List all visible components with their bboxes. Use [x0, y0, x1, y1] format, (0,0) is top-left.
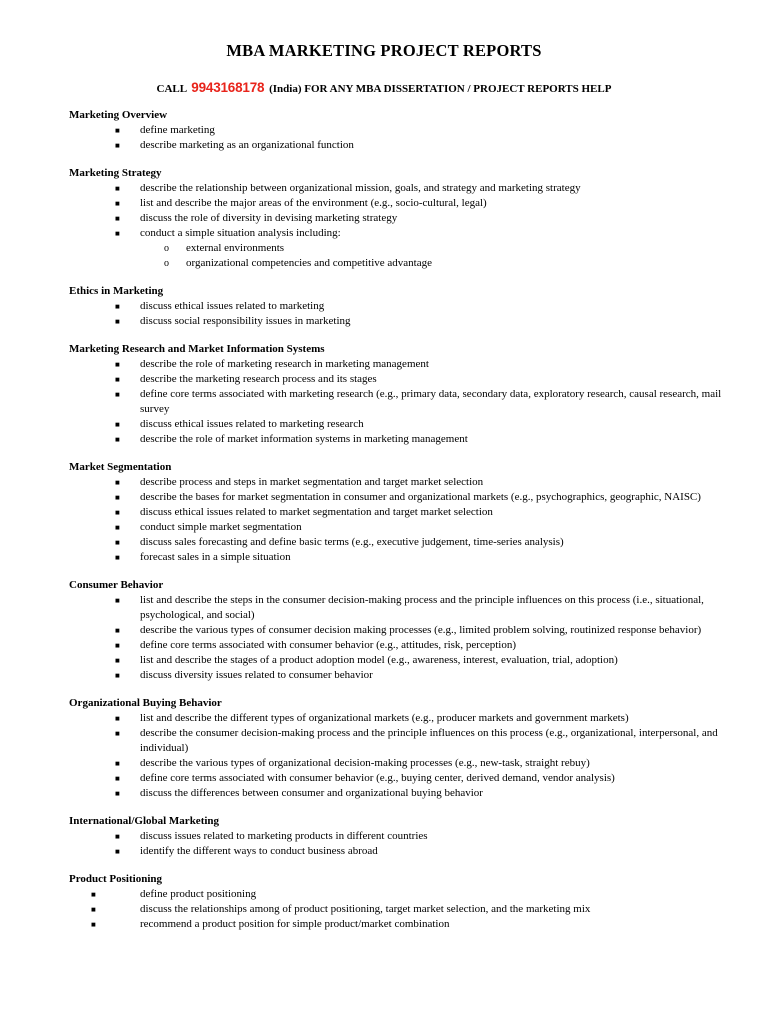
call-suffix: (India) FOR ANY MBA DISSERTATION / PROJECT REPORTS HELP [269, 83, 612, 95]
bullet-list [69, 593, 729, 683]
square-bullet-icon: ■ [115, 493, 120, 502]
section-heading: Marketing Research and Market Information Systems [69, 343, 325, 355]
list-item-text: conduct simple market segmentation [140, 521, 302, 533]
list-item [69, 299, 729, 314]
square-bullet-icon: ■ [115, 141, 120, 150]
section-heading: Consumer Behavior [69, 579, 164, 591]
section [69, 872, 729, 932]
section-heading: Ethics in Marketing [69, 285, 164, 297]
square-bullet-icon: ■ [115, 229, 120, 238]
list-item [69, 520, 729, 535]
document-body [69, 108, 729, 945]
list-item [69, 314, 729, 329]
list-item [69, 123, 729, 138]
section [69, 578, 729, 683]
sub-list-item-text: external environments [186, 242, 285, 254]
list-item [69, 475, 729, 490]
list-item-text: discuss diversity issues related to consumer behavior [140, 669, 373, 681]
list-item-text: discuss sales forecasting and define basic terms (e.g., executive judgement, time-series analysis) [140, 536, 564, 548]
list-item-text: describe process and steps in market segmentation and target market selection [140, 476, 484, 488]
square-bullet-icon: ■ [115, 199, 120, 208]
list-item [69, 490, 729, 505]
square-bullet-icon: ■ [115, 126, 120, 135]
list-item [69, 829, 729, 844]
square-bullet-icon: ■ [115, 641, 120, 650]
list-item-text: define marketing [140, 124, 215, 136]
list-item [69, 756, 729, 771]
square-bullet-icon: ■ [115, 626, 120, 635]
square-bullet-icon: ■ [115, 214, 120, 223]
square-bullet-icon: ■ [115, 729, 120, 738]
list-item [69, 211, 729, 226]
list-item-text: define product positioning [140, 888, 257, 900]
list-item [69, 550, 729, 565]
square-bullet-icon: ■ [115, 789, 120, 798]
list-item-text: describe the role of marketing research in marketing management [140, 358, 429, 370]
section-heading: International/Global Marketing [69, 815, 220, 827]
bullet-list [69, 357, 729, 447]
square-bullet-icon: ■ [115, 523, 120, 532]
list-item [69, 387, 729, 417]
circle-bullet-icon: o [164, 258, 169, 269]
list-item-text: define core terms associated with marketing research (e.g., primary data, secondary data, exploratory research, causal research, mail survey [140, 388, 722, 415]
bullet-list [69, 475, 729, 565]
section [69, 814, 729, 859]
page-title: MBA MARKETING PROJECT REPORTS [226, 41, 542, 60]
square-bullet-icon: ■ [115, 759, 120, 768]
list-item [69, 196, 729, 211]
section [69, 696, 729, 801]
bullet-list [69, 711, 729, 801]
sub-list-item-text: organizational competencies and competitive advantage [186, 257, 432, 269]
square-bullet-icon: ■ [115, 317, 120, 326]
bullet-list [69, 181, 729, 271]
square-bullet-icon: ■ [115, 435, 120, 444]
list-item [69, 638, 729, 653]
square-bullet-icon: ■ [115, 774, 120, 783]
list-item-text: define core terms associated with consumer behavior (e.g., buying center, derived demand, vendor analysis) [140, 772, 615, 784]
list-item [69, 786, 729, 801]
section [69, 166, 729, 271]
list-item [69, 226, 729, 241]
list-item-text: forecast sales in a simple situation [140, 551, 291, 563]
section [69, 284, 729, 329]
list-item [69, 432, 729, 447]
section [69, 342, 729, 447]
square-bullet-icon: ■ [115, 656, 120, 665]
list-item [69, 623, 729, 638]
list-item [69, 372, 729, 387]
square-bullet-icon: ■ [91, 920, 96, 929]
list-item-text: list and describe the major areas of the environment (e.g., socio-cultural, legal) [140, 197, 487, 209]
section-heading: Product Positioning [69, 873, 163, 885]
sub-list-item [69, 241, 729, 256]
square-bullet-icon: ■ [115, 847, 120, 856]
square-bullet-icon: ■ [115, 832, 120, 841]
contact-line [0, 80, 768, 97]
list-item [69, 417, 729, 432]
call-prefix: CALL [156, 83, 187, 95]
square-bullet-icon: ■ [115, 538, 120, 547]
list-item [69, 505, 729, 520]
square-bullet-icon: ■ [115, 714, 120, 723]
bullet-list [69, 887, 729, 932]
list-item [69, 181, 729, 196]
list-item-text: discuss the role of diversity in devising marketing strategy [140, 212, 398, 224]
list-item-text: describe the consumer decision-making process and the principle influences on this process (e.g., organizational, interpersonal, and individual) [140, 727, 718, 754]
list-item-text: list and describe the different types of organizational markets (e.g., producer markets and government markets) [140, 712, 629, 724]
section-heading: Marketing Strategy [69, 167, 162, 179]
list-item [69, 593, 729, 623]
list-item-text: discuss ethical issues related to marketing research [140, 418, 364, 430]
square-bullet-icon: ■ [115, 553, 120, 562]
list-item [69, 771, 729, 786]
list-item [69, 844, 729, 859]
circle-bullet-icon: o [164, 243, 169, 254]
list-item-text: describe marketing as an organizational function [140, 139, 354, 151]
list-item-text: discuss issues related to marketing products in different countries [140, 830, 428, 842]
section-heading: Organizational Buying Behavior [69, 697, 222, 709]
list-item [69, 711, 729, 726]
list-item-text: describe the bases for market segmentation in consumer and organizational markets (e.g., psychographics, geographic, NAISC) [140, 491, 701, 503]
bullet-list [69, 829, 729, 859]
square-bullet-icon: ■ [115, 671, 120, 680]
square-bullet-icon: ■ [115, 375, 120, 384]
list-item-text: list and describe the steps in the consumer decision-making process and the principle influences on this process (i.e., situational, psychological, and social) [140, 594, 704, 621]
list-item-text: describe the various types of consumer decision making processes (e.g., limited problem solving, routinized response behavior) [140, 624, 702, 636]
list-item-text: identify the different ways to conduct business abroad [140, 845, 378, 857]
square-bullet-icon: ■ [115, 360, 120, 369]
list-item-text: define core terms associated with consumer behavior (e.g., attitudes, risk, perception) [140, 639, 517, 651]
list-item-text: describe the marketing research process and its stages [140, 373, 377, 385]
list-item-text: describe the role of market information systems in marketing management [140, 433, 468, 445]
list-item [69, 357, 729, 372]
list-item [69, 535, 729, 550]
list-item-text: discuss the differences between consumer and organizational buying behavior [140, 787, 483, 799]
list-item-text: recommend a product position for simple product/market combination [140, 918, 450, 930]
list-item [69, 917, 729, 932]
phone-number: 9943168178 [191, 80, 265, 95]
list-item-text: discuss ethical issues related to marketing [140, 300, 325, 312]
list-item [69, 138, 729, 153]
square-bullet-icon: ■ [115, 184, 120, 193]
square-bullet-icon: ■ [115, 390, 120, 399]
list-item [69, 668, 729, 683]
bullet-list [69, 123, 729, 153]
square-bullet-icon: ■ [91, 905, 96, 914]
sub-list-item [69, 256, 729, 271]
list-item-text: discuss social responsibility issues in marketing [140, 315, 351, 327]
square-bullet-icon: ■ [115, 478, 120, 487]
square-bullet-icon: ■ [115, 596, 120, 605]
list-item-text: describe the various types of organizational decision-making processes (e.g., new-task, straight rebuy) [140, 757, 590, 769]
list-item-text: list and describe the stages of a product adoption model (e.g., awareness, interest, evaluation, trial, adoption) [140, 654, 618, 666]
list-item [69, 902, 729, 917]
list-item [69, 726, 729, 756]
list-item-text: discuss ethical issues related to market segmentation and target market selection [140, 506, 493, 518]
list-item-text: conduct a simple situation analysis including: [140, 227, 341, 239]
bullet-list [69, 299, 729, 329]
list-item [69, 653, 729, 668]
list-item-text: discuss the relationships among of product positioning, target market selection, and the marketing mix [140, 903, 591, 915]
section-heading: Market Segmentation [69, 461, 172, 473]
section-heading: Marketing Overview [69, 109, 168, 121]
square-bullet-icon: ■ [115, 508, 120, 517]
square-bullet-icon: ■ [91, 890, 96, 899]
list-item-text: describe the relationship between organizational mission, goals, and strategy and marketing strategy [140, 182, 581, 194]
section [69, 460, 729, 565]
list-item [69, 887, 729, 902]
square-bullet-icon: ■ [115, 302, 120, 311]
section [69, 108, 729, 153]
square-bullet-icon: ■ [115, 420, 120, 429]
